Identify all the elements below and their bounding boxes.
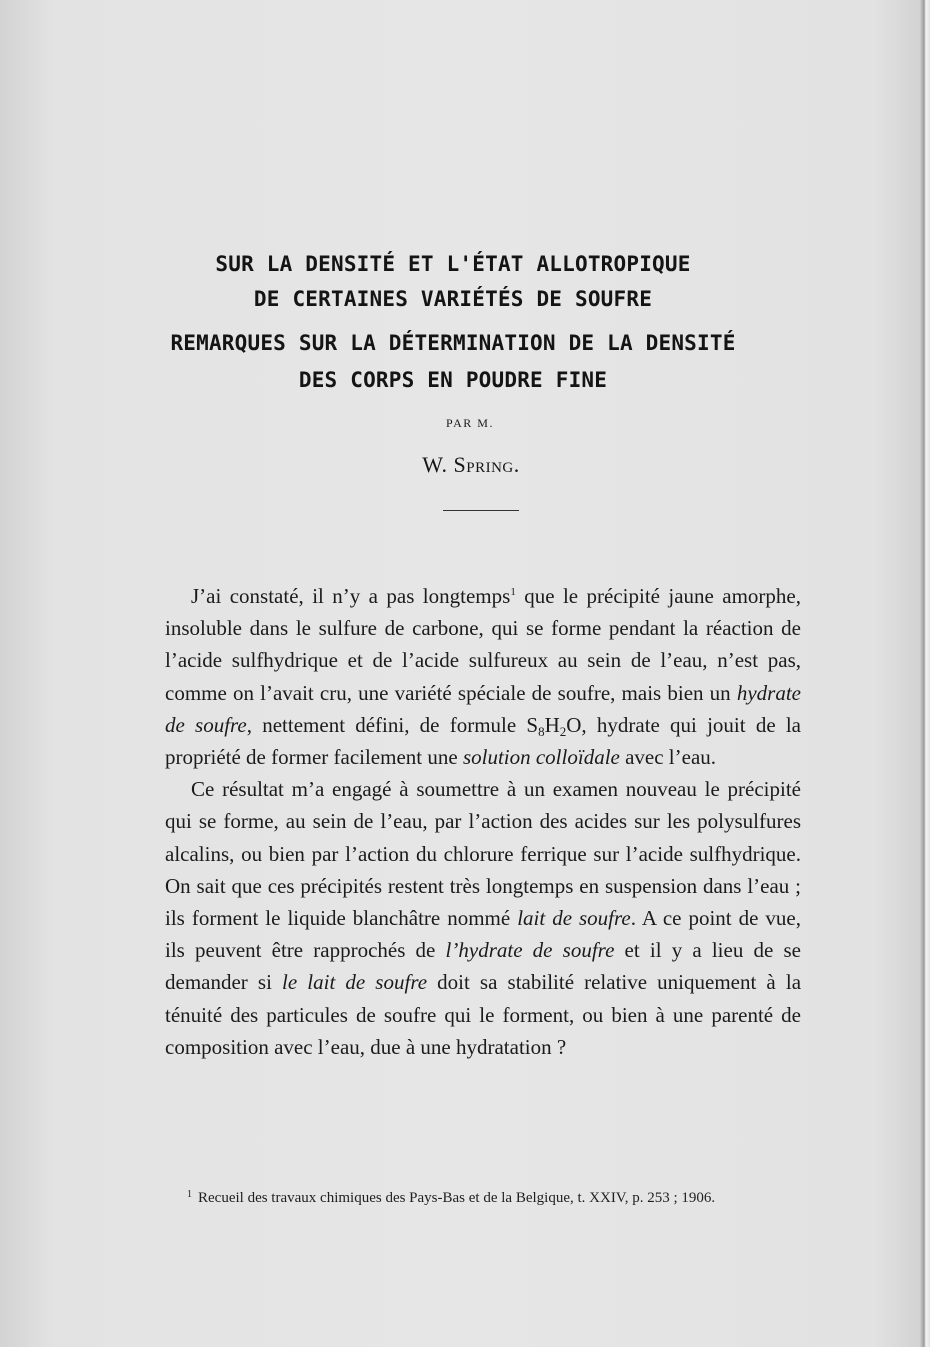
text-run: avec l’eau. bbox=[619, 745, 717, 770]
footnote-reference[interactable]: 1 bbox=[510, 586, 516, 598]
emphasis-text: solution colloïdale bbox=[462, 745, 620, 770]
chemical-subscript: 2 bbox=[559, 723, 567, 739]
emphasis-text: lait de soufre bbox=[517, 906, 631, 931]
title-line-2: DE CERTAINES VARIÉTÉS DE SOUFRE bbox=[253, 287, 653, 311]
footnote-mark: 1 bbox=[187, 1189, 192, 1200]
author-name: W. Spring. bbox=[422, 452, 520, 477]
emphasis-text: le lait de soufre bbox=[282, 970, 428, 995]
text-run: , nettement défini, de formule S bbox=[246, 712, 539, 737]
emphasis-text: hydrate de soufre bbox=[165, 680, 801, 737]
text-run: . A ce point de vue, ils peuvent être rapprochés de bbox=[165, 906, 801, 963]
paragraph-1 bbox=[165, 580, 801, 773]
paragraph-2 bbox=[165, 773, 801, 1063]
emphasis-text: l’hydrate de soufre bbox=[445, 938, 615, 963]
article-body bbox=[165, 580, 801, 1063]
footnote bbox=[165, 1187, 801, 1209]
text-run: et il y a lieu de se demander si bbox=[165, 938, 801, 995]
text-run: J’ai constaté, il n’y a pas longtemps bbox=[191, 584, 511, 608]
chemical-subscript: 8 bbox=[538, 723, 545, 739]
title-line-1: SUR LA DENSITÉ ET L'ÉTAT ALLOTROPIQUE bbox=[215, 252, 691, 276]
text-run: O, hydrate qui jouit de la propriété de former facilement une bbox=[165, 712, 801, 770]
page-edge bbox=[920, 0, 930, 1347]
title-line-3: REMARQUES SUR LA DÉTERMINATION DE LA DENSITÉ bbox=[170, 331, 736, 355]
byline: PAR M. bbox=[446, 416, 494, 430]
text-run: H bbox=[544, 712, 560, 737]
title-line-4: DES CORPS EN POUDRE FINE bbox=[298, 368, 608, 392]
text-run: Ce résultat m’a engagé à soumettre à un examen nouveau le précipité qui se forme, au sein de l’eau, par l’action des acides sur les polysulfures alcalins, ou bien par l’action du chlorure ferrique sur l’acide sulfhydrique. On sait que ces précipités restent très longtemps en suspension dans l’eau ; ils forment le liquide blanchâtre nommé bbox=[165, 777, 801, 931]
text-run: doit sa stabilité relative uniquement à la ténuité des particules de soufre qui le forment, ou bien à une parenté de composition avec l’eau, due à une hydratation ? bbox=[165, 970, 802, 1059]
separator-rule bbox=[443, 510, 519, 511]
footnote-text: Recueil des travaux chimiques des Pays-Bas et de la Belgique, t. XXIV, p. 253 ; 1906. bbox=[198, 1190, 716, 1206]
text-run: que le précipité jaune amorphe, insoluble dans le sulfure de carbone, qui se forme pendant la réaction de l’acide sulfhydrique et de l’acide sulfureux au sein de l’eau, n’est pas, comme on l’avait cru, une variété spéciale de soufre, mais bien un bbox=[165, 584, 801, 705]
